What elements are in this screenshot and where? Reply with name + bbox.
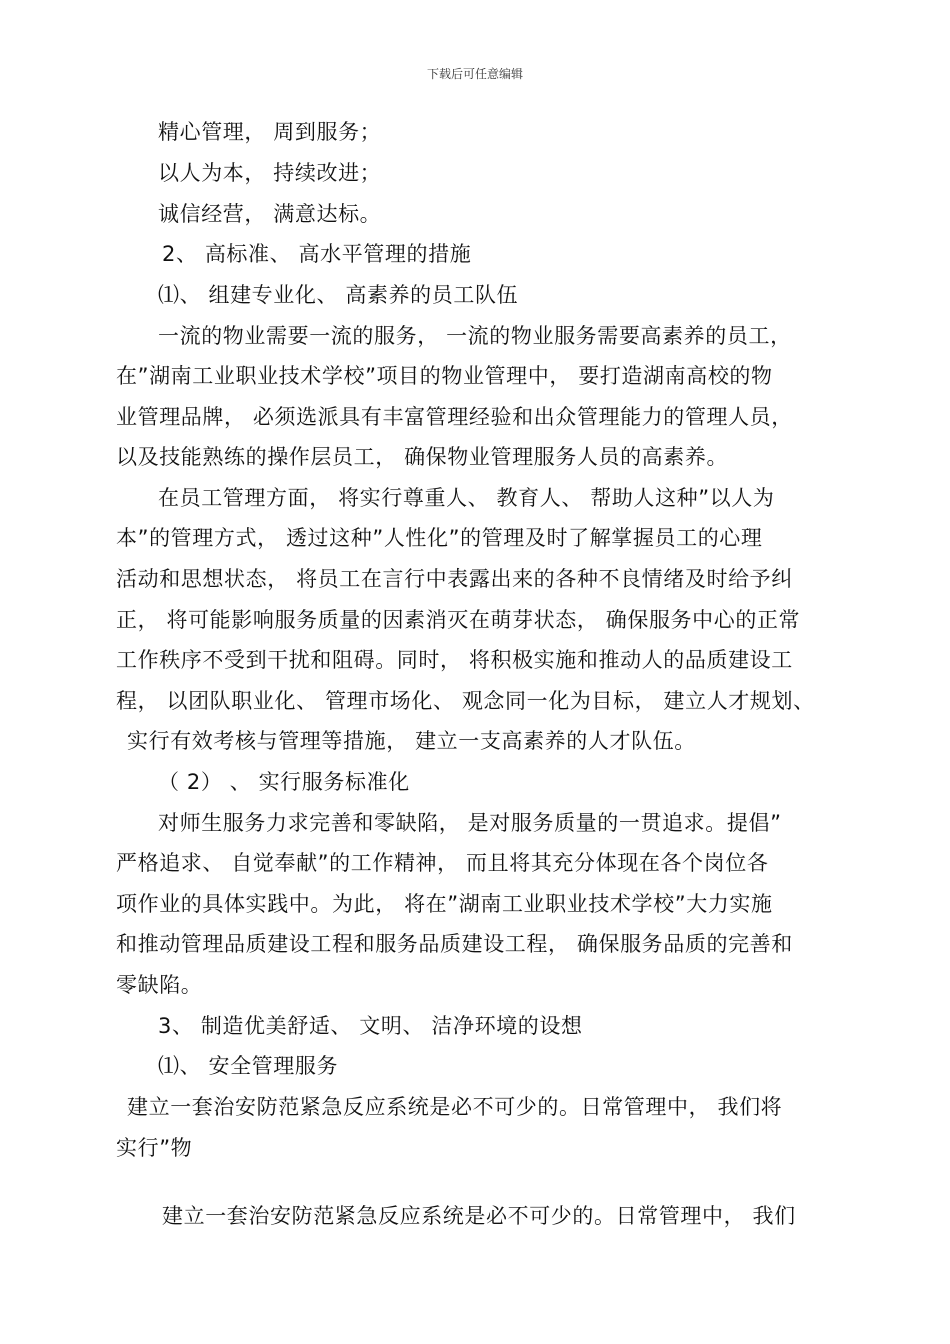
- paragraph-line: 诚信经营， 满意达标。: [158, 202, 382, 226]
- paragraph-line: 本”的管理方式， 透过这种”人性化”的管理及时了解掌握员工的心理: [116, 526, 763, 550]
- section-heading: 2、 高标准、 高水平管理的措施: [162, 242, 472, 266]
- paragraph-line: 一流的物业需要一流的服务， 一流的物业服务需要高素养的员工，: [158, 324, 792, 348]
- paragraph-line: 实行”物: [116, 1136, 193, 1160]
- paragraph-line: 项作业的具体实践中。为此， 将在”湖南工业职业技术学校”大力实施: [116, 892, 773, 916]
- paragraph-line: 严格追求、 自觉奉献”的工作精神， 而且将其充分体现在各个岗位各: [116, 851, 769, 875]
- paragraph-line: 精心管理， 周到服务；: [158, 120, 382, 144]
- paragraph-line: 在”湖南工业职业技术学校”项目的物业管理中， 要打造湖南高校的物: [116, 364, 773, 388]
- paragraph-line: 程， 以团队职业化、 管理市场化、 观念同一化为目标， 建立人才规划、: [116, 689, 815, 713]
- subsection-heading: ⑴、 安全管理服务: [158, 1054, 339, 1078]
- paragraph-line: 以人为本， 持续改进；: [158, 161, 382, 185]
- paragraph-line: 正， 将可能影响服务质量的因素消灭在萌芽状态， 确保服务中心的正常: [116, 608, 801, 632]
- paragraph-line: 在员工管理方面， 将实行尊重人、 教育人、 帮助人这种”以人为: [158, 486, 775, 510]
- paragraph-line: 建立一套治安防范紧急反应系统是必不可少的。日常管理中， 我们: [162, 1204, 796, 1228]
- paragraph-line: 对师生服务力求完善和零缺陷， 是对服务质量的一贯追求。提倡”: [158, 811, 782, 835]
- paragraph-line: 建立一套治安防范紧急反应系统是必不可少的。日常管理中， 我们将: [127, 1095, 783, 1119]
- page-header: 下载后可任意编辑: [426, 67, 523, 81]
- subsection-heading: ⑴、 组建专业化、 高素养的员工队伍: [158, 283, 519, 307]
- section-heading: 3、 制造优美舒适、 文明、 洁净环境的设想: [158, 1014, 583, 1038]
- paragraph-line: 零缺陷。: [116, 973, 203, 997]
- subsection-heading: （ 2） 、 实行服务标准化: [158, 770, 410, 794]
- paragraph-line: 和推动管理品质建设工程和服务品质建设工程， 确保服务品质的完善和: [116, 932, 793, 956]
- paragraph-line: 实行有效考核与管理等措施， 建立一支高素养的人才队伍。: [127, 729, 696, 753]
- paragraph-line: 工作秩序不受到干扰和阻碍。同时， 将积极实施和推动人的品质建设工: [116, 648, 793, 672]
- paragraph-line: 以及技能熟练的操作层员工， 确保物业管理服务人员的高素养。: [116, 445, 729, 469]
- paragraph-line: 活动和思想状态， 将员工在言行中表露出来的各种不良情绪及时给予纠: [116, 567, 793, 591]
- paragraph-line: 业管理品牌， 必须选派具有丰富管理经验和出众管理能力的管理人员，: [116, 405, 793, 429]
